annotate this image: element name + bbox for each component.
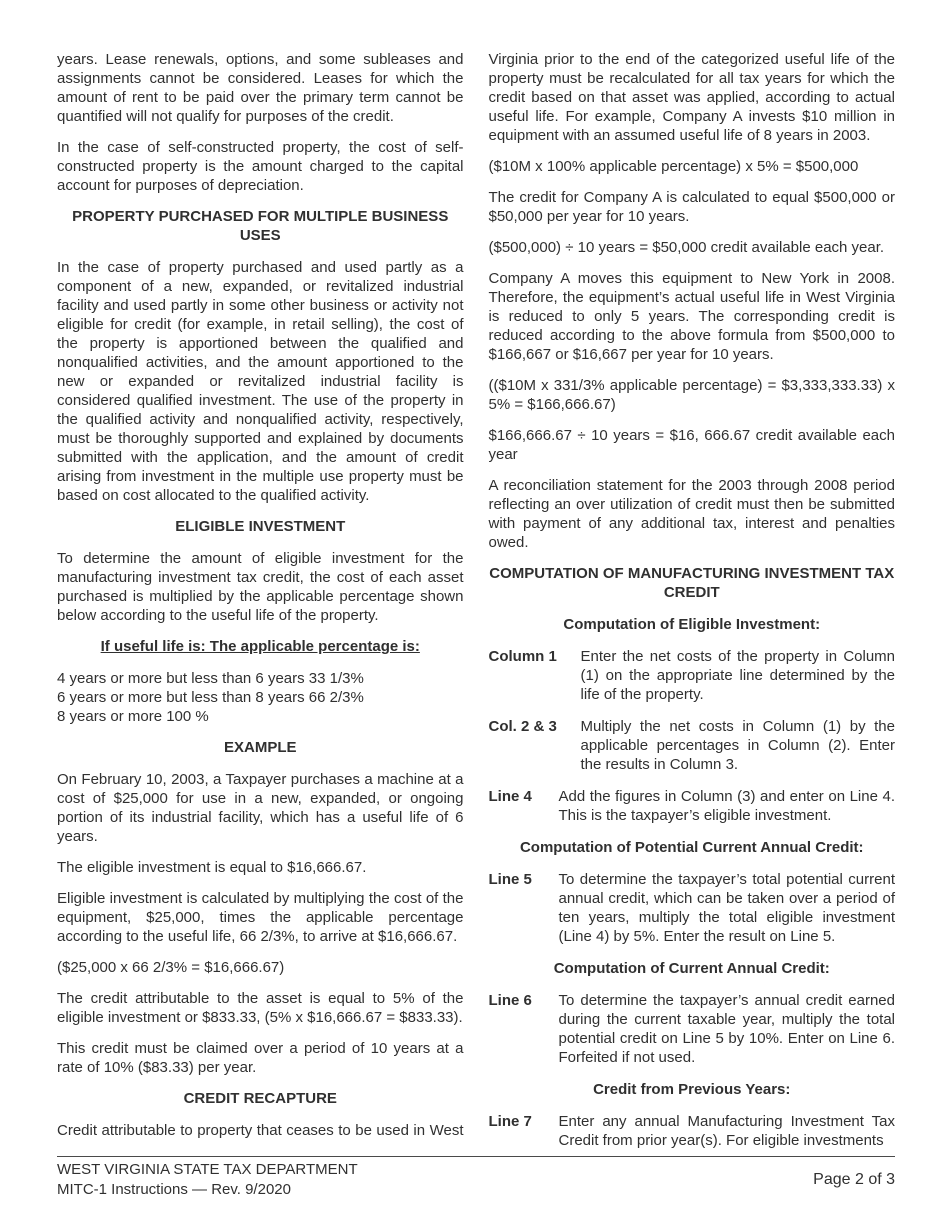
instruction-term: Line 7	[488, 1113, 532, 1130]
instruction-line-5	[489, 870, 896, 946]
para-example-claim-period: This credit must be claimed over a period of 10 years at a rate of 10% ($83.33) per year.	[57, 1040, 464, 1076]
instruction-term: Line 4	[488, 788, 532, 805]
useful-life-row: 6 years or more but less than 8 years 66 2/3%	[57, 689, 364, 706]
para-example-calculation: Eligible investment is calculated by multiplying the cost of the equipment, $25,000, times the applicable percentage according to the useful life, 66 2/3%, to arrive at $16,666.67.	[57, 890, 464, 945]
page-footer	[57, 1156, 895, 1200]
para-example-purchase: On February 10, 2003, a Taxpayer purchases a machine at a cost of $25,000 for use in a new, expanded, or ongoing portion of its industrial facility, which has a useful life of 6 years.	[57, 771, 464, 845]
instruction-text: Multiply the net costs in Column (1) by the applicable percentages in Column (2). Enter the results in Column 3.	[580, 718, 895, 773]
formula-example: ($25,000 x 66 2/3% = $16,666.67)	[57, 959, 285, 976]
instruction-column-1	[489, 647, 896, 704]
instruction-line-6	[489, 991, 896, 1067]
para-company-a-credit: The credit for Company A is calculated to equal $500,000 or $50,000 per year for 10 years.	[488, 189, 895, 225]
para-credit-recapture: Credit attributable to property that ceases to be used in West	[57, 1122, 464, 1139]
para-lease-renewals: years. Lease renewals, options, and some subleases and assignments cannot be considered. Leases for which the amount of rent to be paid over the primary term cannot be quantified will not qualify for purposes of the credit.	[57, 51, 464, 125]
right-column	[489, 50, 896, 1163]
subheading-eligible-investment: Computation of Eligible Investment:	[563, 616, 821, 633]
instruction-text: To determine the taxpayer’s annual credit earned during the current taxable year, multiply the total potential credit on Line 5 by 10%. Enter on Line 6. Forfeited if not used.	[558, 992, 895, 1066]
heading-useful-life-table: If useful life is: The applicable percentage is:	[100, 638, 420, 655]
formula-recalculated-annual: $166,666.67 ÷ 10 years = $16, 666.67 credit available each year	[488, 427, 895, 463]
formula-initial-credit: ($10M x 100% applicable percentage) x 5% = $500,000	[488, 158, 859, 175]
instruction-term: Line 6	[488, 992, 532, 1009]
instruction-term: Line 5	[488, 871, 532, 888]
two-column-layout	[57, 50, 895, 1163]
footer-department: WEST VIRGINIA STATE TAX DEPARTMENT	[57, 1161, 358, 1178]
footer-identification	[57, 1160, 358, 1200]
heading-eligible-investment: ELIGIBLE INVESTMENT	[175, 518, 346, 535]
useful-life-list	[57, 669, 464, 726]
page-number: Page 2 of 3	[813, 1171, 895, 1188]
para-reconciliation: A reconciliation statement for the 2003 through 2008 period reflecting an over utilization of credit must then be submitted with payment of any additional tax, interest and penalties owed.	[488, 477, 895, 551]
left-column	[57, 50, 464, 1163]
instruction-text: Enter the net costs of the property in Column (1) on the appropriate line determined by the life of the property.	[580, 648, 895, 703]
para-example-eligible-amount: The eligible investment is equal to $16,666.67.	[57, 859, 367, 876]
instruction-text: To determine the taxpayer’s total potential current annual credit, which can be taken over a period of ten years, multiply the total eligible investment (Line 4) by 5%. Enter the result on Line 5.	[558, 871, 895, 945]
para-recapture-continued: Virginia prior to the end of the categorized useful life of the property must be recalculated for all tax years for which the credit based on that asset was applied, according to actual useful life. For example, Company A invests $10 million in equipment with an assumed useful life of 8 years in 2003.	[488, 51, 895, 144]
heading-computation: COMPUTATION OF MANUFACTURING INVESTMENT TAX CREDIT	[489, 565, 895, 601]
para-company-a-move: Company A moves this equipment to New York in 2008. Therefore, the equipment’s actual useful life in West Virginia is reduced to only 5 years. The corresponding credit is reduced according to the above formula from $500,000 to $166,667 or $16,667 per year for 10 years.	[488, 270, 895, 363]
para-multiple-uses: In the case of property purchased and used partly as a component of a new, expanded, or revitalized industrial facility and used partly in some other business or activity not eligible for credit (for example, in retail selling), the cost of the property is apportioned between the qualified and nonqualified activities, and the amount apportioned to the new or expanded or revitalized industrial facility is considered qualified investment. The use of the property in the qualified activity and nonqualified activity, respectively, must be thoroughly supported and explained by documents submitted with the application, and the amount of credit arising from investment in the multiple use property must be based on cost allocated to the qualified activity.	[57, 259, 464, 504]
instruction-text: Add the figures in Column (3) and enter on Line 4. This is the taxpayer’s eligible investment.	[558, 788, 895, 824]
formula-recalculated-credit: (($10M x 331/3% applicable percentage) = $3,333,333.33) x 5% = $166,666.67)	[488, 377, 895, 413]
heading-credit-recapture: CREDIT RECAPTURE	[183, 1090, 337, 1107]
instruction-col-2-3	[489, 717, 896, 774]
useful-life-row: 8 years or more 100 %	[57, 708, 209, 725]
instruction-term: Column 1	[488, 648, 557, 665]
instruction-line-4	[489, 787, 896, 825]
heading-example: EXAMPLE	[223, 739, 297, 756]
para-example-credit: The credit attributable to the asset is equal to 5% of the eligible investment or $833.33, (5% x $16,666.67 = $833.33).	[57, 990, 464, 1026]
para-eligible-investment: To determine the amount of eligible investment for the manufacturing investment tax credit, the cost of each asset purchased is multiplied by the applicable percentage shown below according to the useful life of the property.	[57, 550, 464, 624]
subheading-current-credit: Computation of Current Annual Credit:	[553, 960, 830, 977]
heading-property-multiple-uses: PROPERTY PURCHASED FOR MULTIPLE BUSINESS USES	[72, 208, 449, 244]
footer-revision: MITC-1 Instructions — Rev. 9/2020	[57, 1181, 291, 1198]
instruction-term: Col. 2 & 3	[488, 718, 557, 735]
para-self-constructed: In the case of self-constructed property, the cost of self-constructed property is the amount charged to the capital account for purposes of depreciation.	[57, 139, 464, 194]
instruction-line-7	[489, 1112, 896, 1150]
useful-life-row: 4 years or more but less than 6 years 33 1/3%	[57, 670, 364, 687]
formula-annual-credit: ($500,000) ÷ 10 years = $50,000 credit available each year.	[488, 239, 885, 256]
instruction-text: Enter any annual Manufacturing Investment Tax Credit from prior year(s). For eligible investments	[558, 1113, 895, 1149]
subheading-previous-years: Credit from Previous Years:	[593, 1081, 791, 1098]
subheading-potential-credit: Computation of Potential Current Annual Credit:	[519, 839, 864, 856]
